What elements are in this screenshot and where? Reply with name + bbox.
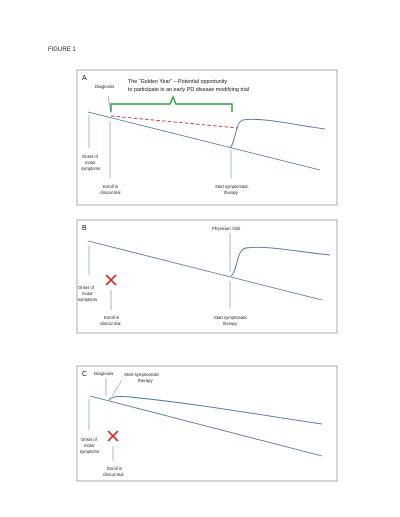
panel-c <box>77 366 337 481</box>
panel-c-diagnosis-label: Diagnosis <box>94 371 114 376</box>
physician-visit-label: Physician Visit <box>212 226 241 231</box>
panel-b-onset-label-2: motor <box>82 291 93 296</box>
panel-a-symptomatic-curve <box>230 119 325 148</box>
panel-c-progression-line <box>90 396 322 456</box>
panel-c-onset-label-1: Onset of <box>81 437 97 442</box>
panel-c-onset-label-2: motor <box>84 443 95 448</box>
panel-b-symptomatic-curve <box>231 247 330 276</box>
panel-a-start-label-1: Start symptomatic <box>215 184 249 189</box>
figure-label: FIGURE 1 <box>48 47 76 53</box>
golden-year-line-2: to participate in an early PD disease modifying trial <box>128 87 250 93</box>
panel-c-onset-label-3: symptoms <box>80 449 100 454</box>
panel-a-enroll-label-1: Enroll in <box>103 184 119 189</box>
panel-a-onset-label-1: Onset of <box>82 154 98 159</box>
panel-b-onset-label-1: Onset of <box>78 285 94 290</box>
panel-a-start-label-2: therapy <box>224 190 238 195</box>
panel-c-letter: C <box>82 371 88 378</box>
panel-c-start-label-2: therapy <box>138 378 153 383</box>
panel-a-enroll-label-2: clinical trial <box>100 190 121 195</box>
panel-b-letter: B <box>82 225 87 232</box>
golden-year-line-1: The “Golden Year” – Potential opportunity <box>128 79 228 85</box>
panel-b-enroll-label-1: Enroll in <box>104 315 120 320</box>
panel-c-symptomatic-curve <box>109 396 322 424</box>
panel-c-frame <box>77 366 337 481</box>
panel-b-start-label-2: therapy <box>223 321 237 326</box>
golden-year-bracket <box>111 97 232 112</box>
panel-c-start-label-1: Start symptomatic <box>124 372 160 377</box>
panel-a <box>77 70 337 205</box>
panel-a-letter: A <box>82 75 87 82</box>
panel-c-enroll-label-2: clinical trial <box>103 472 124 477</box>
panel-c-enroll-label-1: Enroll in <box>107 466 123 471</box>
panel-a-onset-label-3: symptoms <box>81 166 101 171</box>
panel-a-modified-course-line <box>111 116 238 128</box>
panel-a-onset-label-2: motor <box>85 160 96 165</box>
panel-a-progression-line <box>88 112 320 170</box>
panel-b-cross-icon <box>106 275 116 285</box>
panel-c-start-arrow <box>112 380 122 396</box>
panel-b <box>77 220 337 333</box>
panel-b-start-label-1: Start symptomatic <box>214 315 248 320</box>
panel-a-diagnosis-label: Diagnosis <box>95 84 115 89</box>
panel-b-enroll-label-2: clinical trial <box>100 321 121 326</box>
panel-c-cross-icon <box>108 431 118 441</box>
panel-b-onset-label-3: symptoms <box>78 297 98 302</box>
